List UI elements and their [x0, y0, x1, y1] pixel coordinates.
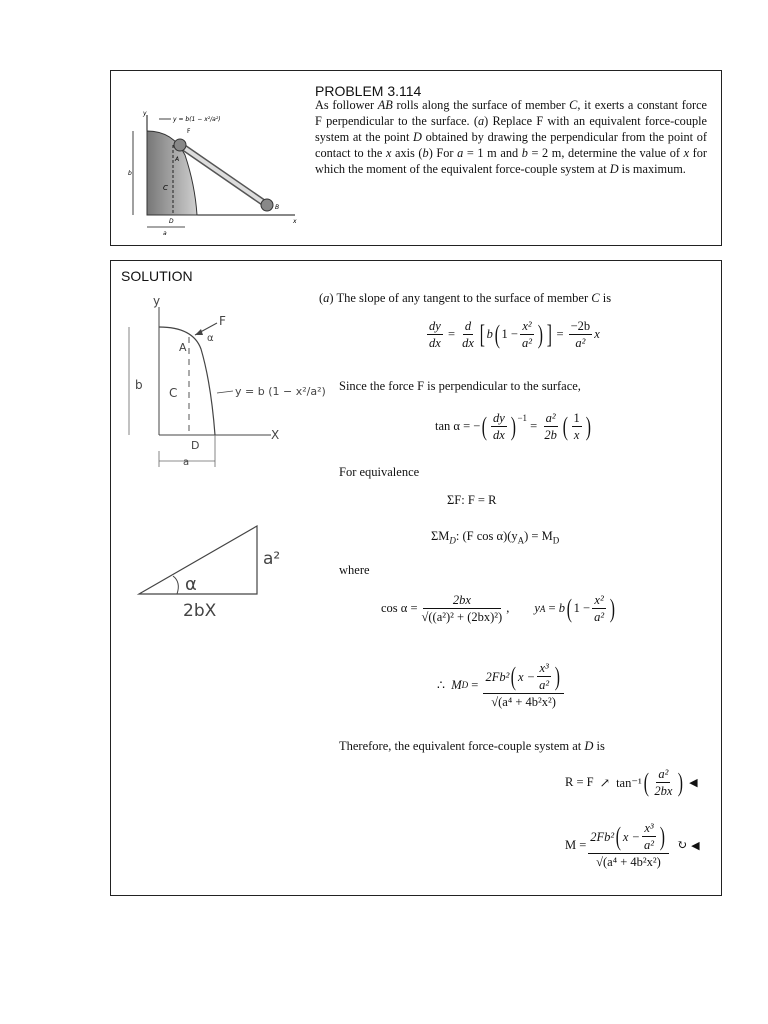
- problem-text-segment: b: [521, 146, 528, 160]
- sk1-curve: y = b (1 − x²/a²): [235, 385, 326, 398]
- sk1-y: y: [153, 294, 161, 308]
- sk1-F: F: [219, 314, 226, 328]
- equation-slope: $\frac{dy}{dx}$ = $\frac{d}{dx}$ [ b ( 1 − $\frac{\text{x²}}{\text{a²}}$ ) ] = $\frac{-2b}{\text{a²}}$ x: [429, 319, 600, 350]
- fig-C-label: C: [163, 184, 168, 192]
- problem-text-segment: , it exerts a constant force F perpendicular to the surface. (: [315, 98, 707, 128]
- fig-y-label: y: [143, 110, 147, 117]
- sk1-b: b: [135, 378, 143, 392]
- perpendicular-text: Since the force F is perpendicular to the surface,: [339, 379, 581, 393]
- answer-marker-icon: ◀: [691, 839, 700, 852]
- arrow-icon: ↗: [599, 775, 611, 790]
- problem-text-segment: C: [569, 98, 578, 112]
- sk1-D: D: [191, 439, 200, 452]
- problem-text-segment: axis (: [391, 146, 423, 160]
- solution-sketch-triangle: [131, 516, 321, 626]
- problem-text-segment: for which the moment of the equivalent force-couple system at: [315, 146, 707, 176]
- sk2-a2: a²: [263, 549, 281, 569]
- where-text: where: [339, 563, 370, 577]
- fig-curve-label: y = b(1 − x²/a²): [173, 116, 221, 123]
- problem-text-segment: ) Replace F with an equivalent force-couple system at the point: [315, 114, 707, 144]
- solution-box: [110, 260, 722, 896]
- problem-text-segment: ) For: [428, 146, 458, 160]
- problem-text-segment: a: [457, 146, 464, 160]
- answer-marker-icon: ◀: [689, 777, 698, 789]
- problem-text: [315, 97, 707, 177]
- problem-text-segment: is maximum.: [618, 162, 686, 176]
- problem-text-segment: As follower: [315, 98, 378, 112]
- problem-text-segment: b: [422, 146, 429, 160]
- problem-text-segment: rolls along the surface of member: [392, 98, 570, 112]
- equation-couple-moment: M = 2Fb² ( x − $\frac{\text{x³}}{\text{a²}}$ ) √(a⁴ + 4b²x²) ↻ ◀: [565, 821, 700, 869]
- problem-box: [110, 70, 722, 246]
- sk1-A: A: [179, 341, 187, 354]
- equation-cos-alpha: cos α = $\frac{2bx}{\text{√((a²)² + (2bx)²)}}$ , y A = b ( 1 − $\frac{\text{x²}}{\text{a²}}$ ): [381, 593, 615, 624]
- problem-text-segment: x: [385, 146, 392, 160]
- fig-a-label: a: [163, 230, 167, 237]
- rotation-icon: ↻: [676, 838, 688, 852]
- sk2-alpha: α: [185, 574, 197, 595]
- problem-text-segment: D: [609, 162, 619, 176]
- problem-figure: [125, 105, 315, 239]
- solution-title: SOLUTION: [121, 268, 193, 284]
- problem-text-segment: a: [477, 114, 485, 128]
- equation-sum-moments: $\Sigma M_D$: (F $\cos \alpha)(y_A) = M_D$: [431, 529, 560, 546]
- fig-b-label: b: [128, 170, 132, 177]
- solution-sketch-curve: [121, 293, 326, 473]
- fig-D-label: D: [169, 218, 174, 225]
- sk1-alpha: α: [207, 333, 214, 344]
- sk1-C: C: [169, 386, 178, 400]
- equation-moment-D: ∴ M D = 2Fb² ( x − $\frac{\text{x³}}{\text{a²}}$ ) √(a⁴ + 4b²x²): [437, 661, 566, 709]
- problem-text-segment: D: [413, 130, 422, 144]
- problem-text-segment: = 1 m and: [463, 146, 522, 160]
- part-a-intro: (a) The slope of any tangent to the surface of member C is: [319, 291, 612, 305]
- fig-A-label: A: [175, 156, 180, 163]
- problem-text-segment: obtained by drawing the perpendicular from the point of contact to the: [315, 130, 707, 160]
- problem-text-segment: = 2 m, determine the value of: [527, 146, 684, 160]
- problem-title: PROBLEM 3.114: [315, 83, 422, 99]
- equivalence-text: For equivalence: [339, 465, 420, 479]
- fig-x-label: x: [293, 218, 297, 225]
- sk1-X: X: [271, 428, 280, 442]
- therefore-text: Therefore, the equivalent force-couple system at D is: [339, 739, 605, 753]
- fig-F-label: F: [187, 128, 191, 135]
- sk1-a: a: [183, 457, 190, 468]
- problem-text-segment: AB: [377, 98, 393, 112]
- equation-resultant: R = F ↗ tan⁻¹ ( $\frac{\text{a²}}{2bx}$ ) ◀: [565, 767, 698, 798]
- fig-B-label: B: [275, 204, 280, 211]
- problem-text-segment: x: [683, 146, 690, 160]
- sk2-base: 2bX: [183, 601, 217, 621]
- equation-tan-alpha: tan α = − ( $\frac{dy}{dx}$ ) −1 = $\frac{\text{a²}}{2b}$ ( $\frac{1}{x}$ ): [435, 411, 591, 442]
- equation-sum-forces: ΣF: F = R: [447, 493, 497, 507]
